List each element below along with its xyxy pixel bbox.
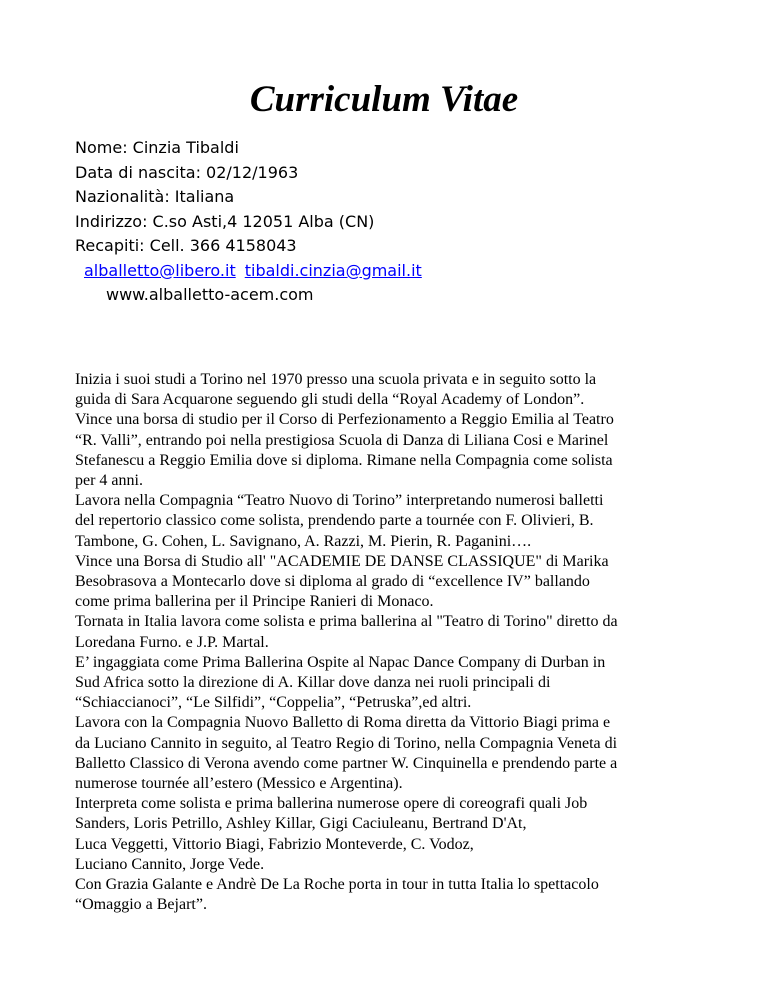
page-title: Curriculum Vitae xyxy=(249,79,519,120)
biography-line: Sud Africa sotto la direzione di A. Killar dove danza nei ruoli principali di xyxy=(75,674,551,692)
biography-line: Stefanescu a Reggio Emilia dove si diploma. Rimane nella Compagnia come solista xyxy=(75,451,613,469)
biography-line: “Schiaccianoci”, “Le Silfidi”, “Coppelia”, “Petruska”,ed altri. xyxy=(75,694,472,712)
biography-line: Tambone, G. Cohen, L. Savignano, A. Razzi, M. Pierin, R. Paganini…. xyxy=(75,532,532,550)
website-line: www.alballetto-acem.com xyxy=(106,285,314,304)
biography-line: Inizia i suoi studi a Torino nel 1970 presso una scuola privata e in seguito sotto la xyxy=(75,371,597,388)
email-link-gmail[interactable]: tibaldi.cinzia@gmail.it xyxy=(244,260,422,280)
contacts-line: Recapiti: Cell. 366 4158043 xyxy=(75,236,297,255)
biography-line: Loredana Furno. e J.P. Martal. xyxy=(75,633,269,651)
biography-line: Con Grazia Galante e Andrè De La Roche porta in tour in tutta Italia lo spettacolo xyxy=(75,876,599,894)
biography-line: Lavora nella Compagnia “Teatro Nuovo di Torino” interpretando numerosi balletti xyxy=(75,492,604,510)
biography-line: Vince una borsa di studio per il Corso di Perfezionamento a Reggio Emilia al Teatro xyxy=(75,411,614,429)
biography-line: Balletto Classico di Verona avendo come partner W. Cinquinella e prendendo parte a xyxy=(75,754,618,772)
biography-line: come prima ballerina per il Principe Ranieri di Monaco. xyxy=(75,593,434,611)
email-links xyxy=(75,259,431,284)
biography-line: del repertorio classico come solista, prendendo parte a tournée con F. Olivieri, B. xyxy=(75,512,594,530)
biography-line: per 4 anni. xyxy=(75,472,143,490)
biography-line: E’ ingaggiata come Prima Ballerina Ospite al Napac Dance Company di Durban in xyxy=(75,653,606,671)
birth-date-line: Data di nascita: 02/12/1963 xyxy=(75,162,299,182)
biography-line: “R. Valli”, entrando poi nella prestigiosa Scuola di Danza di Liliana Cosi e Marinel xyxy=(75,431,609,449)
biography-line: Lavora con la Compagnia Nuovo Balletto di Roma diretta da Vittorio Biagi prima e xyxy=(75,714,611,732)
personal-info xyxy=(75,136,431,308)
biography-line: Besobrasova a Montecarlo dove si diploma al grado di “excellence IV” ballando xyxy=(75,573,590,591)
address-line: Indirizzo: C.so Asti,4 12051 Alba (CN) xyxy=(75,211,375,231)
biography-line: guida di Sara Acquarone seguendo gli studi della “Royal Academy of London”. xyxy=(75,391,585,409)
biography-line: Vince una Borsa di Studio all' "ACADEMIE DE DANSE CLASSIQUE" di Marika xyxy=(75,552,609,570)
name-line: Nome: Cinzia Tibaldi xyxy=(75,138,239,157)
biography-line: Sanders, Loris Petrillo, Ashley Killar, Gigi Caciuleanu, Bertrand D'At, xyxy=(75,815,527,833)
biography-line: da Luciano Cannito in seguito, al Teatro Regio di Torino, nella Compagnia Veneta di xyxy=(75,734,618,752)
biography-line: numerose tournée all’estero (Messico e Argentina). xyxy=(75,775,403,793)
email-link-libero[interactable]: alballetto@libero.it xyxy=(84,260,236,280)
biography-line: Tornata in Italia lavora come solista e prima ballerina al "Teatro di Torino" diretto da xyxy=(75,613,618,631)
biography-line: Luciano Cannito, Jorge Vede. xyxy=(75,855,265,873)
biography xyxy=(75,370,715,915)
biography-line: Interpreta come solista e prima ballerina numerose opere di coreografi quali Job xyxy=(75,795,588,813)
biography-line: “Omaggio a Bejart”. xyxy=(75,896,207,914)
nationality-line: Nazionalità: Italiana xyxy=(75,187,235,206)
biography-line: Luca Veggetti, Vittorio Biagi, Fabrizio Monteverde, C. Vodoz, xyxy=(75,835,474,853)
